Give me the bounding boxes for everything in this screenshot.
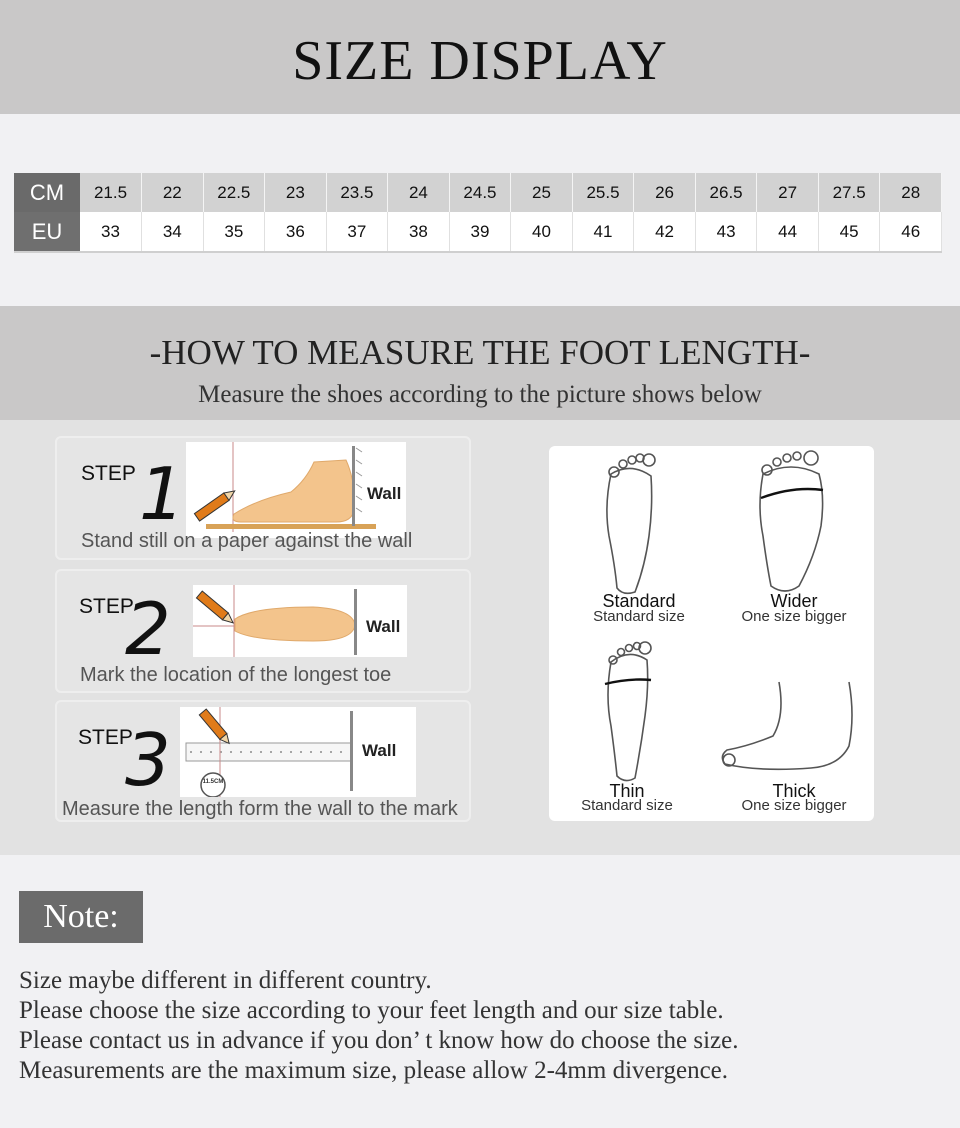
- step-1-illustration: [186, 442, 406, 538]
- cm-cell: 26: [634, 173, 696, 212]
- eu-cell: 46: [880, 212, 942, 252]
- foot-types-panel: [549, 446, 874, 821]
- note-label: Note:: [19, 891, 143, 943]
- measure-badge: 11.5CM: [202, 779, 224, 785]
- foot-outlines: [549, 446, 874, 821]
- step-label: STEP: [79, 595, 134, 618]
- eu-cell: 36: [265, 212, 327, 252]
- eu-cell: 34: [142, 212, 204, 252]
- step-caption: Stand still on a paper against the wall: [81, 530, 413, 552]
- thick-foot-icon: [722, 682, 852, 769]
- cm-row: [14, 173, 942, 212]
- size-table: [14, 173, 942, 253]
- note-line: Please choose the size according to your feet length and our size table.: [19, 997, 724, 1024]
- foot-type-desc: Standard size: [593, 608, 685, 625]
- wall-label: Wall: [366, 617, 401, 636]
- eu-cell: 35: [203, 212, 265, 252]
- foot-type-name: Wider: [770, 591, 818, 611]
- pencil-icon: [196, 591, 235, 626]
- cm-cell: 21.5: [80, 173, 142, 212]
- cm-cell: 22.5: [203, 173, 265, 212]
- foot-type-name: Standard: [602, 591, 676, 611]
- note-line: Size maybe different in different country.: [19, 967, 432, 994]
- cm-cell: 26.5: [695, 173, 757, 212]
- cm-label: CM: [14, 173, 80, 212]
- foot-type-name: Thin: [609, 781, 645, 801]
- eu-cell: 42: [634, 212, 696, 252]
- step-caption: Mark the location of the longest toe: [80, 664, 392, 686]
- step-number: 2: [125, 587, 171, 671]
- measure-subtitle: Measure the shoes according to the picture shows below: [198, 381, 762, 408]
- eu-cell: 37: [326, 212, 388, 252]
- cm-cell: 25: [511, 173, 573, 212]
- step-1-card: [55, 436, 471, 560]
- eu-cell: 38: [388, 212, 450, 252]
- step-caption: Measure the length form the wall to the mark: [62, 798, 458, 820]
- step-number: 3: [125, 718, 171, 802]
- step-3-illustration: [180, 707, 416, 797]
- pencil-icon: [199, 709, 232, 746]
- eu-cell: 40: [511, 212, 573, 252]
- foot-type-name: Thick: [772, 781, 816, 801]
- page-title: SIZE DISPLAY: [292, 30, 668, 92]
- foot-type-desc: One size bigger: [741, 797, 847, 814]
- pencil-icon: [194, 487, 237, 521]
- wider-foot-icon: [760, 451, 823, 591]
- eu-cell: 45: [818, 212, 880, 252]
- thin-foot-icon: [605, 642, 651, 781]
- foot-type-desc: Standard size: [581, 797, 673, 814]
- eu-label: EU: [14, 212, 80, 252]
- step-label: STEP: [81, 462, 136, 485]
- eu-cell: 39: [449, 212, 511, 252]
- step-3-card: [55, 700, 471, 822]
- eu-cell: 44: [757, 212, 819, 252]
- cm-cell: 27.5: [818, 173, 880, 212]
- cm-cell: 22: [142, 173, 204, 212]
- cm-cell: 24.5: [449, 173, 511, 212]
- measure-title: -HOW TO MEASURE THE FOOT LENGTH-: [149, 333, 811, 372]
- standard-foot-icon: [607, 454, 655, 593]
- wall-label: Wall: [367, 484, 402, 503]
- note-line: Please contact us in advance if you don’ t know how do choose the size.: [19, 1027, 739, 1054]
- cm-cell: 28: [880, 173, 942, 212]
- step-2-card: [55, 569, 471, 693]
- cm-cell: 23: [265, 173, 327, 212]
- cm-cell: 23.5: [326, 173, 388, 212]
- step-number: 1: [139, 452, 185, 536]
- eu-cell: 41: [572, 212, 634, 252]
- foot-type-desc: One size bigger: [741, 608, 847, 625]
- note-line: Measurements are the maximum size, please allow 2-4mm divergence.: [19, 1057, 729, 1084]
- wall-label: Wall: [362, 741, 397, 760]
- eu-row: [14, 212, 942, 252]
- eu-cell: 33: [80, 212, 142, 252]
- step-label: STEP: [78, 726, 133, 749]
- cm-cell: 25.5: [572, 173, 634, 212]
- cm-cell: 27: [757, 173, 819, 212]
- eu-cell: 43: [695, 212, 757, 252]
- step-2-illustration: [193, 585, 407, 657]
- cm-cell: 24: [388, 173, 450, 212]
